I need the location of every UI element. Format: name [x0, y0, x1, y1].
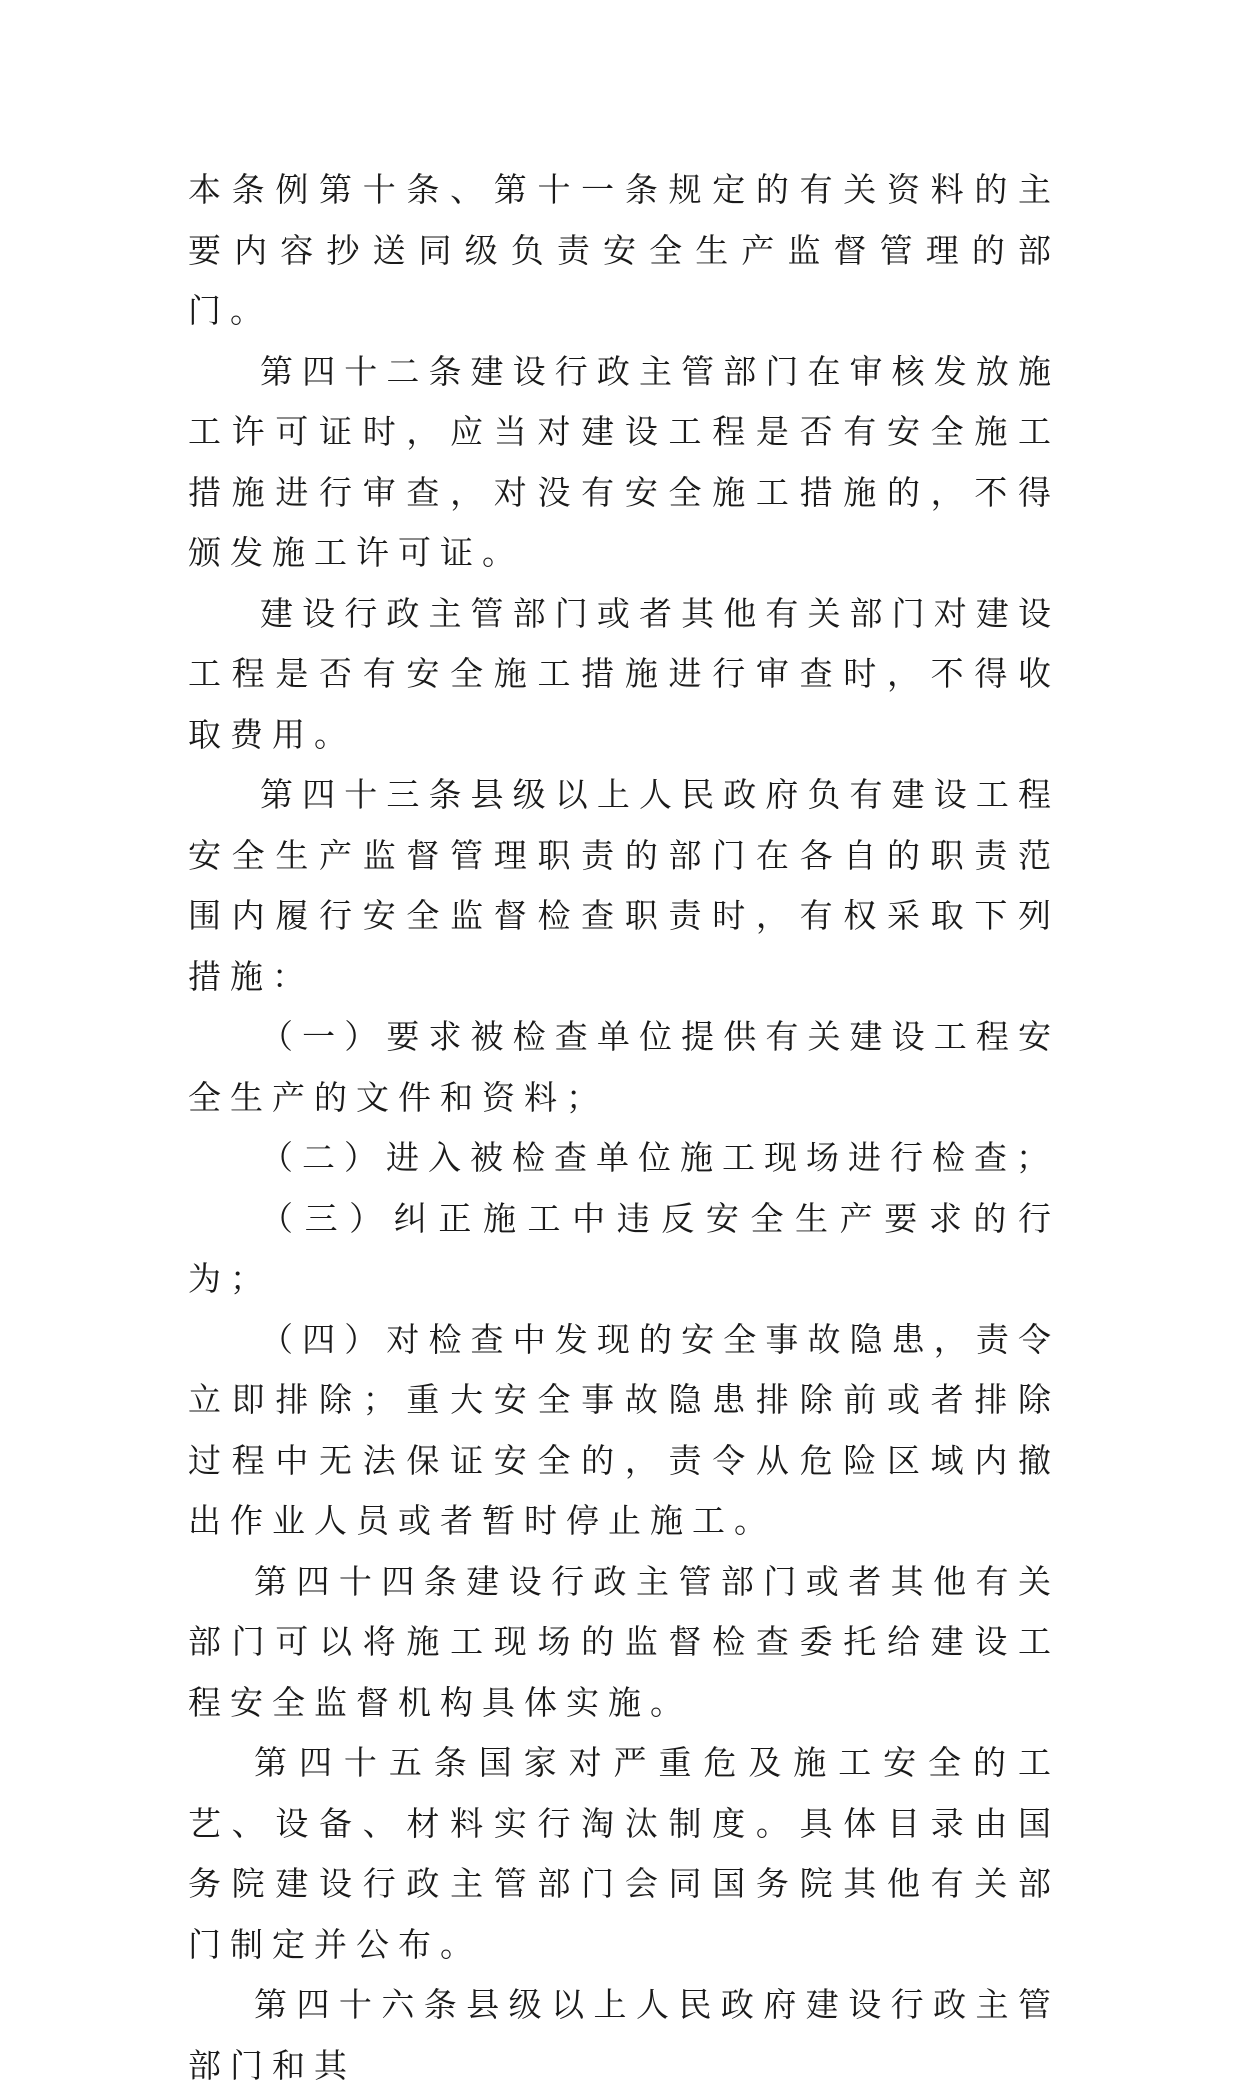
paragraph-article-43: 第四十三条县级以上人民政府负有建设工程安全生产监督管理职责的部门在各自的职责范围内履行安全监督检查职责时，有权采取下列措施：	[188, 775, 1060, 996]
list-item-1: （一）要求被检查单位提供有关建设工程安全生产的文件和资料；	[188, 1017, 1060, 1117]
paragraph-no-fee: 建设行政主管部门或者其他有关部门对建设工程是否有安全施工措施进行审查时，不得收取费用。	[188, 593, 1060, 754]
list-item-2: （二）进入被检查单位施工现场进行检查；	[260, 1138, 1058, 1177]
paragraph-article-46: 第四十六条县级以上人民政府建设行政主管部门和其	[188, 1985, 1060, 2085]
paragraph-article-44: 第四十四条建设行政主管部门或者其他有关部门可以将施工现场的监督检查委托给建设工程安全监督机构具体实施。	[188, 1561, 1060, 1722]
paragraph-article-42: 第四十二条建设行政主管部门在审核发放施工许可证时，应当对建设工程是否有安全施工措施进行审查，对没有安全施工措施的，不得颁发施工许可证。	[188, 351, 1060, 572]
paragraph-article-45: 第四十五条国家对严重危及施工安全的工艺、设备、材料实行淘汰制度。具体目录由国务院建设行政主管部门会同国务院其他有关部门制定并公布。	[188, 1743, 1060, 1964]
document-body	[188, 160, 1060, 2096]
paragraph-continuation: 本条例第十条、第十一条规定的有关资料的主要内容抄送同级负责安全生产监督管理的部门。	[188, 170, 1060, 330]
list-item-4: （四）对检查中发现的安全事故隐患，责令立即排除；重大安全事故隐患排除前或者排除过程中无法保证安全的，责令从危险区域内撤出作业人员或者暂时停止施工。	[188, 1319, 1060, 1540]
list-item-3: （三）纠正施工中违反安全生产要求的行为；	[188, 1198, 1060, 1298]
